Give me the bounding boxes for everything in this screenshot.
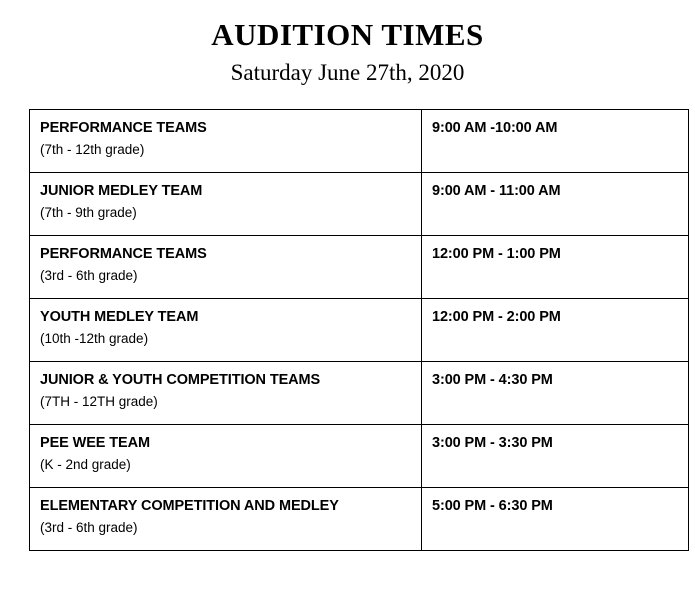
team-grade: (3rd - 6th grade) (40, 267, 138, 283)
team-grade: (K - 2nd grade) (40, 456, 131, 472)
team-name: YOUTH MEDLEY TEAM (40, 309, 199, 326)
team-name: JUNIOR MEDLEY TEAM (40, 183, 203, 200)
team-grade: (7th - 9th grade) (40, 204, 137, 220)
audition-time: 3:00 PM - 3:30 PM (432, 435, 553, 452)
table-cell-team (30, 299, 422, 362)
table-cell-time (422, 236, 689, 299)
table-cell-time (422, 425, 689, 488)
team-grade: (3rd - 6th grade) (40, 519, 138, 535)
table-cell-team (30, 236, 422, 299)
page-title: AUDITION TIMES (211, 17, 484, 52)
team-name: JUNIOR & YOUTH COMPETITION TEAMS (40, 372, 321, 389)
team-name: PERFORMANCE TEAMS (40, 120, 207, 137)
table-row (30, 425, 689, 488)
table-cell-team (30, 488, 422, 551)
schedule-table-container (29, 109, 666, 551)
audition-time: 5:00 PM - 6:30 PM (432, 498, 553, 515)
page-subtitle: Saturday June 27th, 2020 (230, 60, 465, 86)
table-cell-time (422, 488, 689, 551)
table-cell-time (422, 110, 689, 173)
table-row (30, 236, 689, 299)
table-cell-time (422, 362, 689, 425)
audition-time: 3:00 PM - 4:30 PM (432, 372, 553, 389)
table-row (30, 362, 689, 425)
audition-schedule-table (29, 109, 689, 551)
audition-times-document (0, 18, 695, 613)
team-name: PERFORMANCE TEAMS (40, 246, 207, 263)
table-cell-time (422, 173, 689, 236)
team-name: ELEMENTARY COMPETITION AND MEDLEY (40, 498, 339, 515)
team-grade: (10th -12th grade) (40, 330, 149, 346)
table-cell-time (422, 299, 689, 362)
table-cell-team (30, 362, 422, 425)
audition-time: 12:00 PM - 2:00 PM (432, 309, 561, 326)
table-row (30, 299, 689, 362)
table-row (30, 173, 689, 236)
table-row (30, 488, 689, 551)
audition-time: 12:00 PM - 1:00 PM (432, 246, 561, 263)
team-grade: (7TH - 12TH grade) (40, 393, 158, 409)
table-cell-team (30, 425, 422, 488)
audition-time: 9:00 AM -10:00 AM (432, 120, 558, 137)
audition-time: 9:00 AM - 11:00 AM (432, 183, 561, 200)
table-row (30, 110, 689, 173)
table-cell-team (30, 173, 422, 236)
table-cell-team (30, 110, 422, 173)
team-grade: (7th - 12th grade) (40, 141, 145, 157)
team-name: PEE WEE TEAM (40, 435, 150, 452)
